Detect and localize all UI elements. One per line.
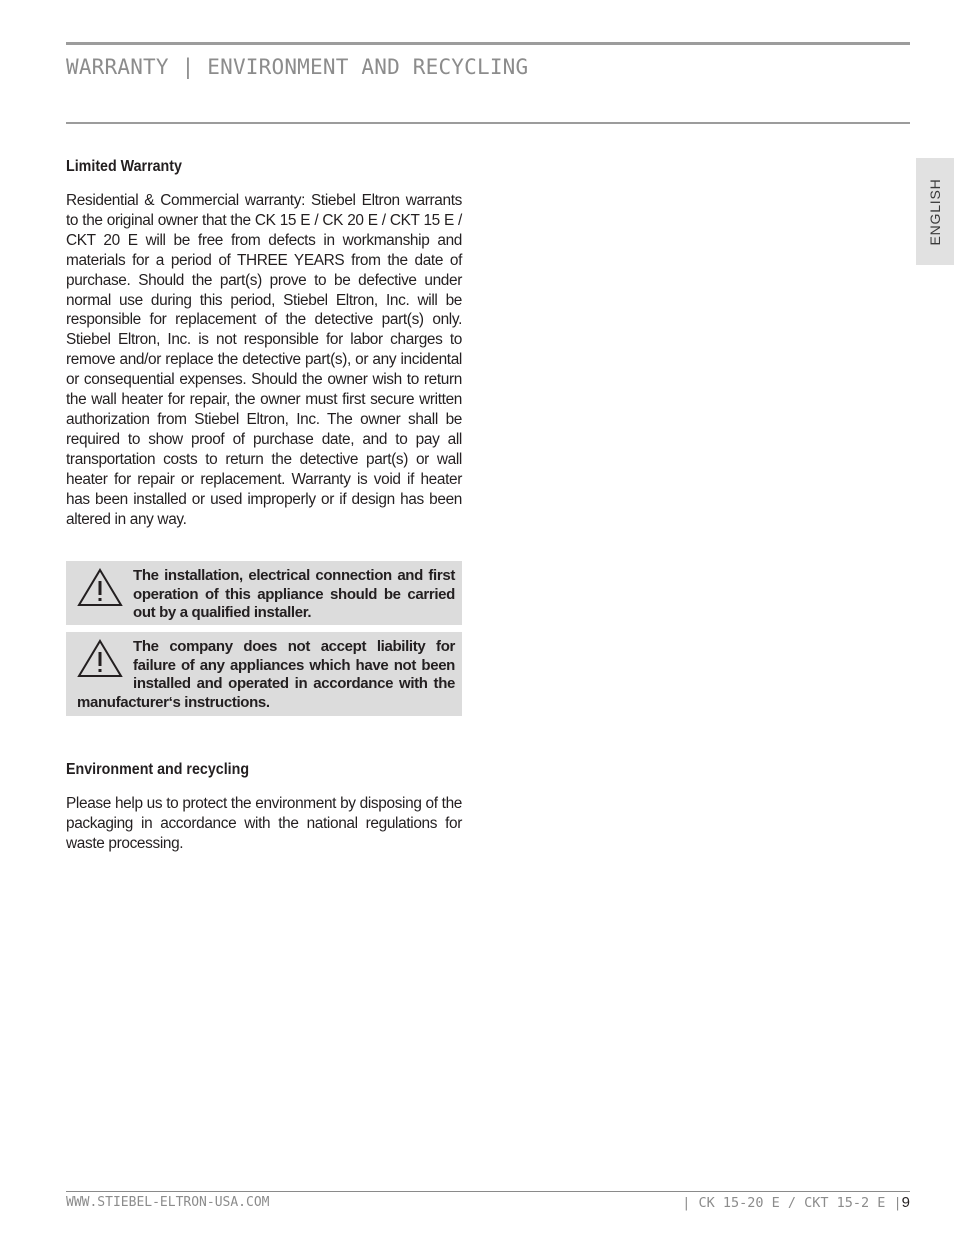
- language-tab[interactable]: [916, 158, 954, 265]
- footer-rule: [66, 1191, 910, 1192]
- limited-warranty-text-block: [66, 191, 462, 529]
- footer-website-link[interactable]: WWW.STIEBEL-ELTRON-USA.COM: [66, 1195, 270, 1210]
- header-top-rule: [66, 42, 910, 45]
- environment-body: Please help us to protect the environment by disposing of the packaging in accordance with the national regulations for waste processing.: [66, 795, 462, 852]
- notice-box-liability: [66, 632, 462, 716]
- warning-triangle-icon: [77, 638, 123, 678]
- notice-box-installation: [66, 561, 462, 625]
- limited-warranty-section: [66, 158, 462, 176]
- language-tab-label: ENGLISH: [927, 177, 943, 246]
- environment-text-block: [66, 794, 462, 854]
- environment-heading: Environment and recycling: [66, 761, 250, 778]
- footer-model-label: | CK 15-20 E / CKT 15-2 E |: [682, 1195, 902, 1211]
- limited-warranty-heading: Limited Warranty: [66, 158, 182, 175]
- notice-text: The company does not accept liability for failure of any appliances which have not been installed and operated in accordance with the manufacturer‘s instructions.: [77, 638, 455, 711]
- limited-warranty-body: Residential & Commercial warranty: Stiebel Eltron warrants to the original owner that the CK 15 E / CK 20 E / CKT 15 E / CKT 20 E will be free from defects in workmanship and materials for a period of THREE YEARS from the date of purchase. Should the part(s) prove to be defective under normal use during this period, Stiebel Eltron, Inc. will be responsible for replacement of the detective part(s) only. Stiebel Eltron, Inc. is not responsible for labor charges to remove and/or replace the detective part(s), or any incidental or consequential expenses. Should the owner wish to return the wall heater for repair, the owner must first secure written authorization from Stiebel Eltron, Inc. The owner shall be required to show proof of purchase date, and to pay all transportation costs to return the detective part(s) or wall heater for repair or replacement. Warranty is void if heater has been installed or used improperly or if design has been altered in any way.: [66, 192, 462, 528]
- page-title: WARRANTY | ENVIRONMENT AND RECYCLING: [66, 55, 529, 79]
- environment-section: [66, 761, 462, 779]
- header-bottom-rule: [66, 122, 910, 124]
- warning-triangle-icon: [77, 567, 123, 607]
- page-number: 9: [901, 1194, 910, 1211]
- notice-text: The installation, electrical connection and first operation of this appliance should be carried out by a qualified installer.: [133, 567, 455, 622]
- footer-model-info: [682, 1194, 910, 1211]
